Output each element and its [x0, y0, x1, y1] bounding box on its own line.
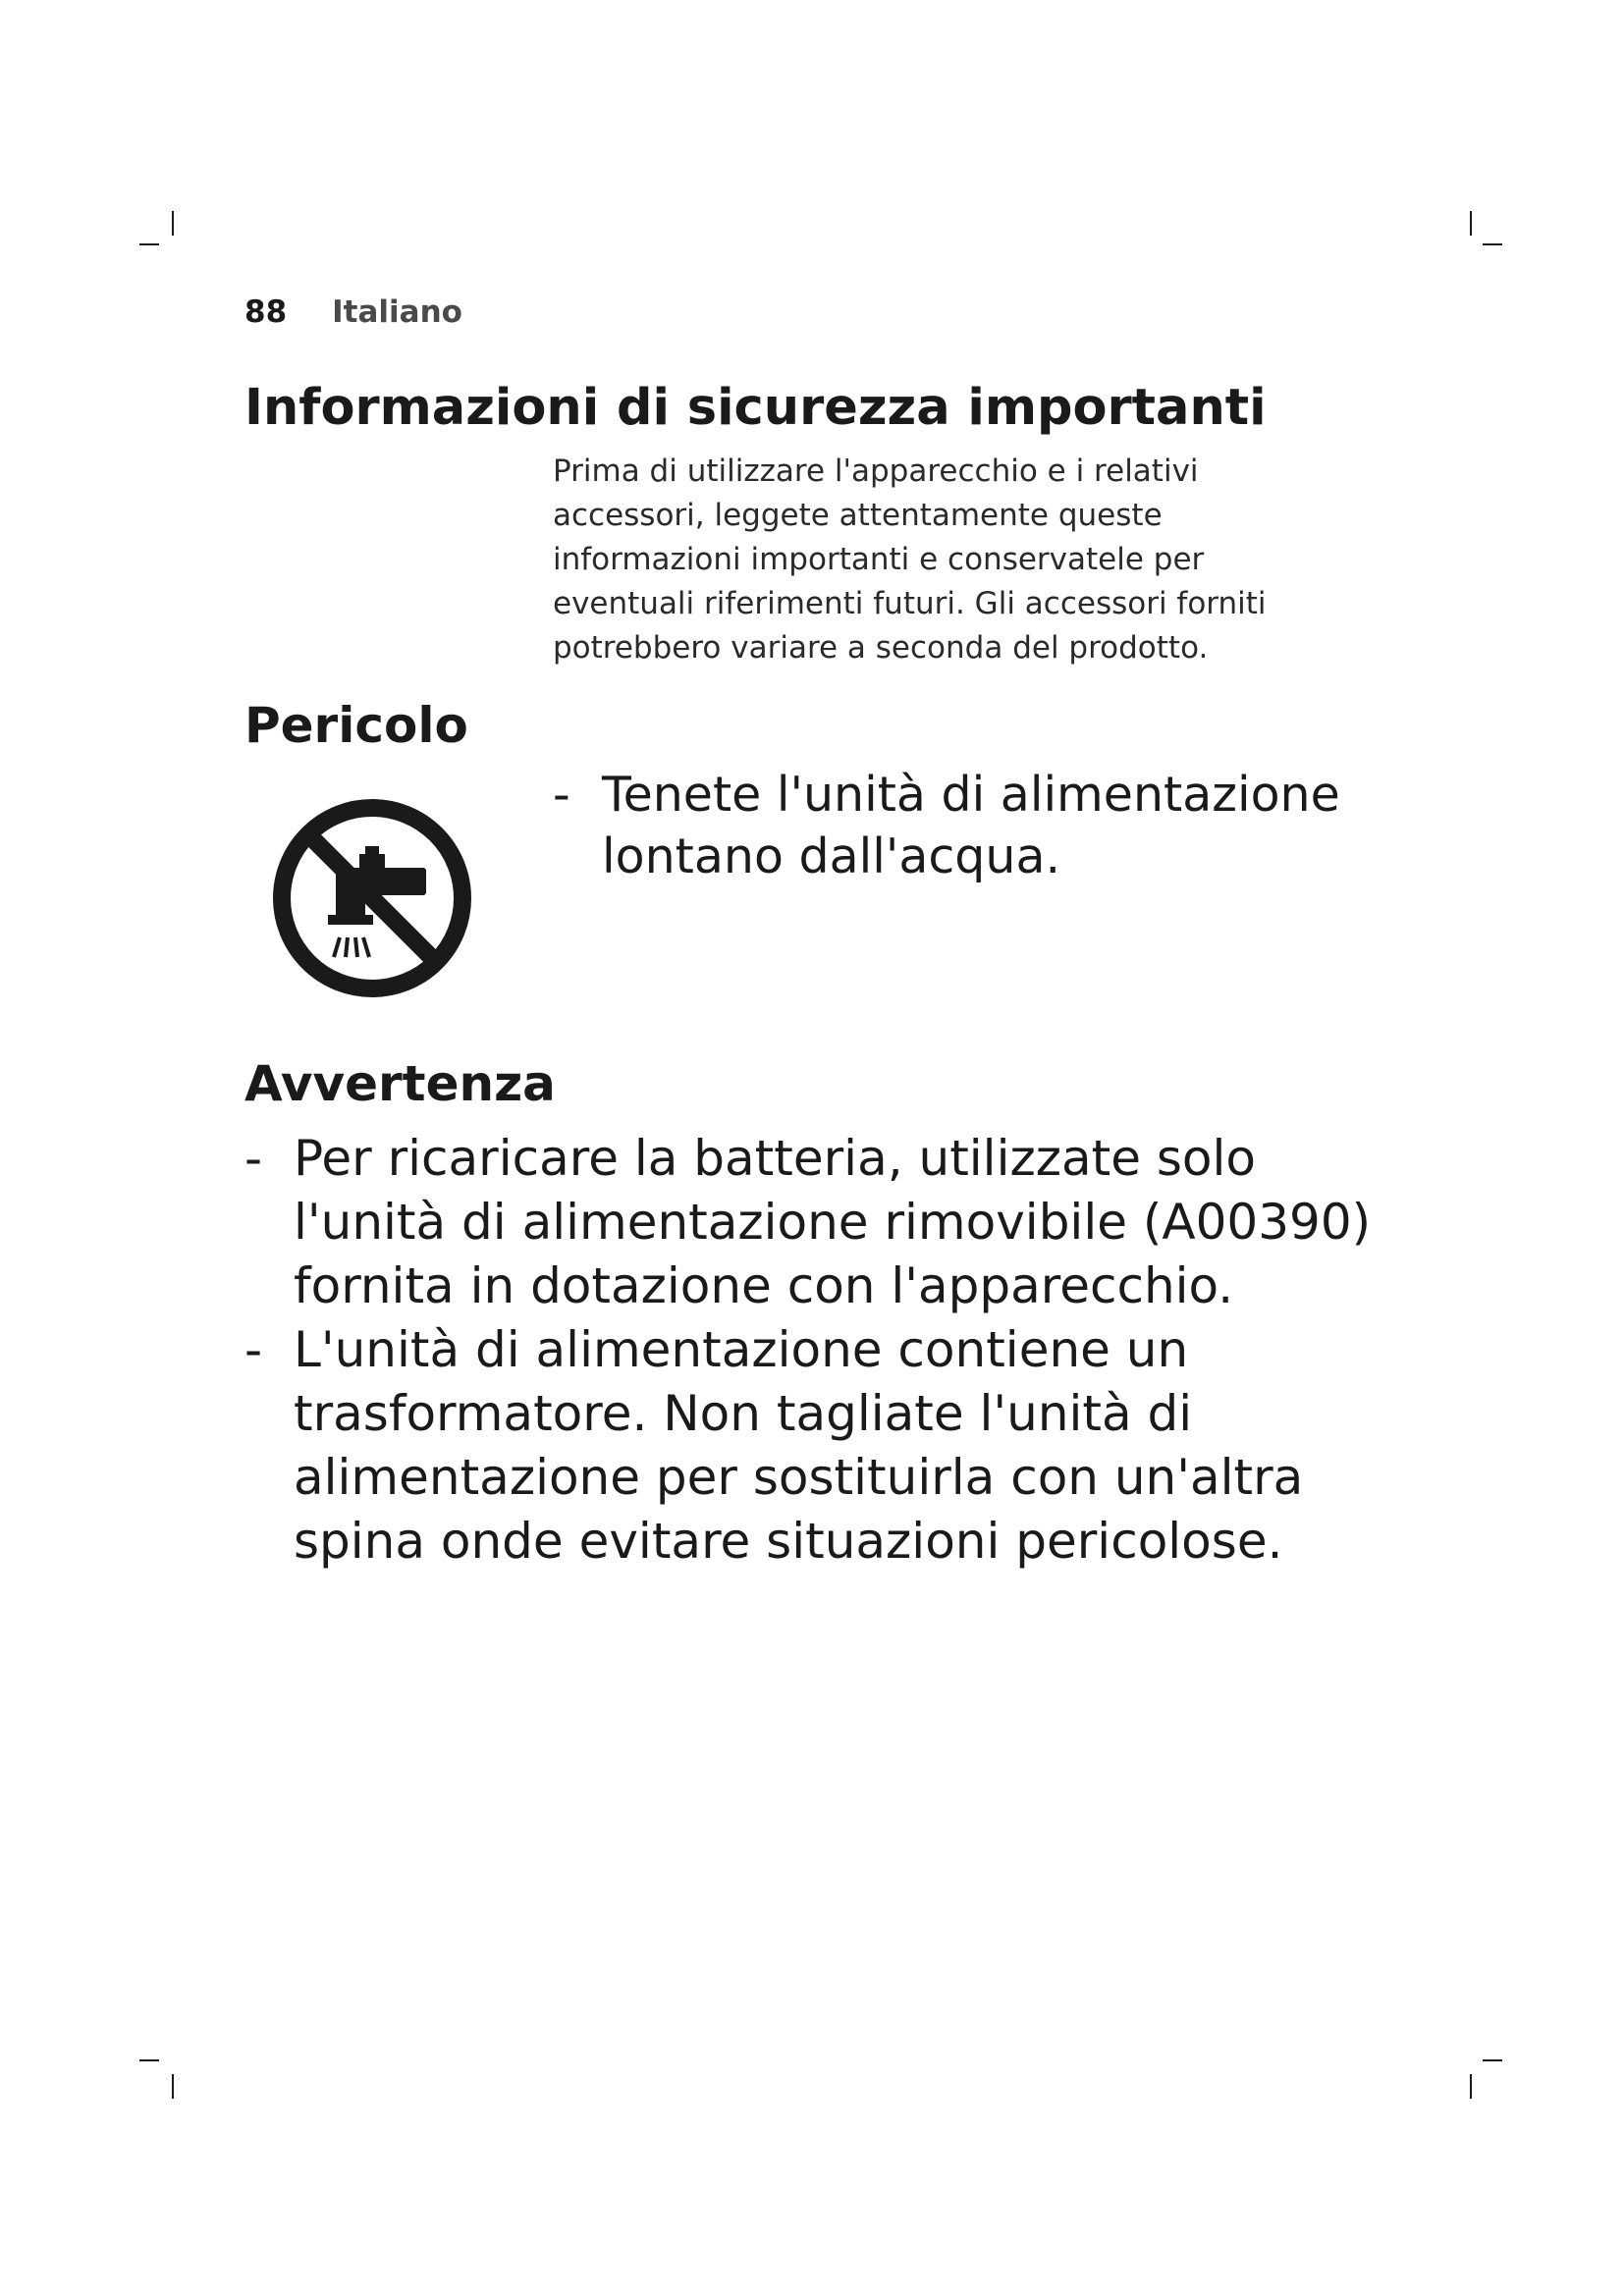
warning-line: alimentazione per sostituirla con un'altra	[294, 1449, 1304, 1506]
bullet-dash: -	[244, 1321, 263, 1378]
crop-mark-bottom-left-h	[139, 2059, 159, 2061]
warning-line: trasformatore. Non tagliate l'unità di	[294, 1385, 1193, 1442]
warning-line: Per ricaricare la batteria, utilizzate solo	[294, 1130, 1256, 1187]
danger-item	[553, 764, 1340, 887]
crop-mark-bottom-right-v	[1470, 2074, 1472, 2099]
danger-heading: Pericolo	[244, 697, 468, 754]
intro-line: Prima di utilizzare l'apparecchio e i relativi	[553, 454, 1199, 489]
page-language: Italiano	[332, 294, 462, 330]
intro-paragraph	[553, 450, 1338, 670]
warning-heading: Avvertenza	[244, 1055, 556, 1112]
danger-line: Tenete l'unità di alimentazione	[602, 767, 1340, 823]
warning-line: spina onde evitare situazioni pericolose.	[294, 1513, 1283, 1570]
page-number: 88	[244, 294, 288, 330]
warning-list	[244, 1127, 1371, 1574]
warning-item	[244, 1318, 1371, 1574]
crop-mark-top-right-h	[1483, 243, 1502, 245]
danger-line: lontano dall'acqua.	[602, 828, 1061, 884]
bullet-dash: -	[553, 767, 570, 823]
danger-list	[553, 764, 1340, 887]
crop-mark-bottom-left-v	[172, 2074, 174, 2099]
bullet-dash: -	[244, 1130, 263, 1187]
page-header	[244, 294, 462, 330]
warning-item	[244, 1127, 1371, 1318]
warning-line: l'unità di alimentazione rimovibile (A00390)	[294, 1194, 1372, 1251]
intro-line: potrebbero variare a seconda del prodotto.	[553, 630, 1209, 666]
page-title: Informazioni di sicurezza importanti	[244, 379, 1267, 437]
intro-line: eventuali riferimenti futuri. Gli accessori forniti	[553, 586, 1267, 621]
intro-line: accessori, leggete attentamente queste	[553, 498, 1163, 533]
warning-line: L'unità di alimentazione contiene un	[294, 1321, 1189, 1378]
intro-line: informazioni importanti e conservatele per	[553, 542, 1205, 577]
crop-mark-top-left-h	[139, 243, 159, 245]
crop-mark-top-left-v	[172, 211, 174, 236]
crop-mark-top-right-v	[1470, 211, 1472, 236]
warning-line: fornita in dotazione con l'apparecchio.	[294, 1257, 1234, 1314]
crop-mark-bottom-right-h	[1483, 2059, 1502, 2061]
no-water-tap-icon	[269, 795, 475, 1001]
